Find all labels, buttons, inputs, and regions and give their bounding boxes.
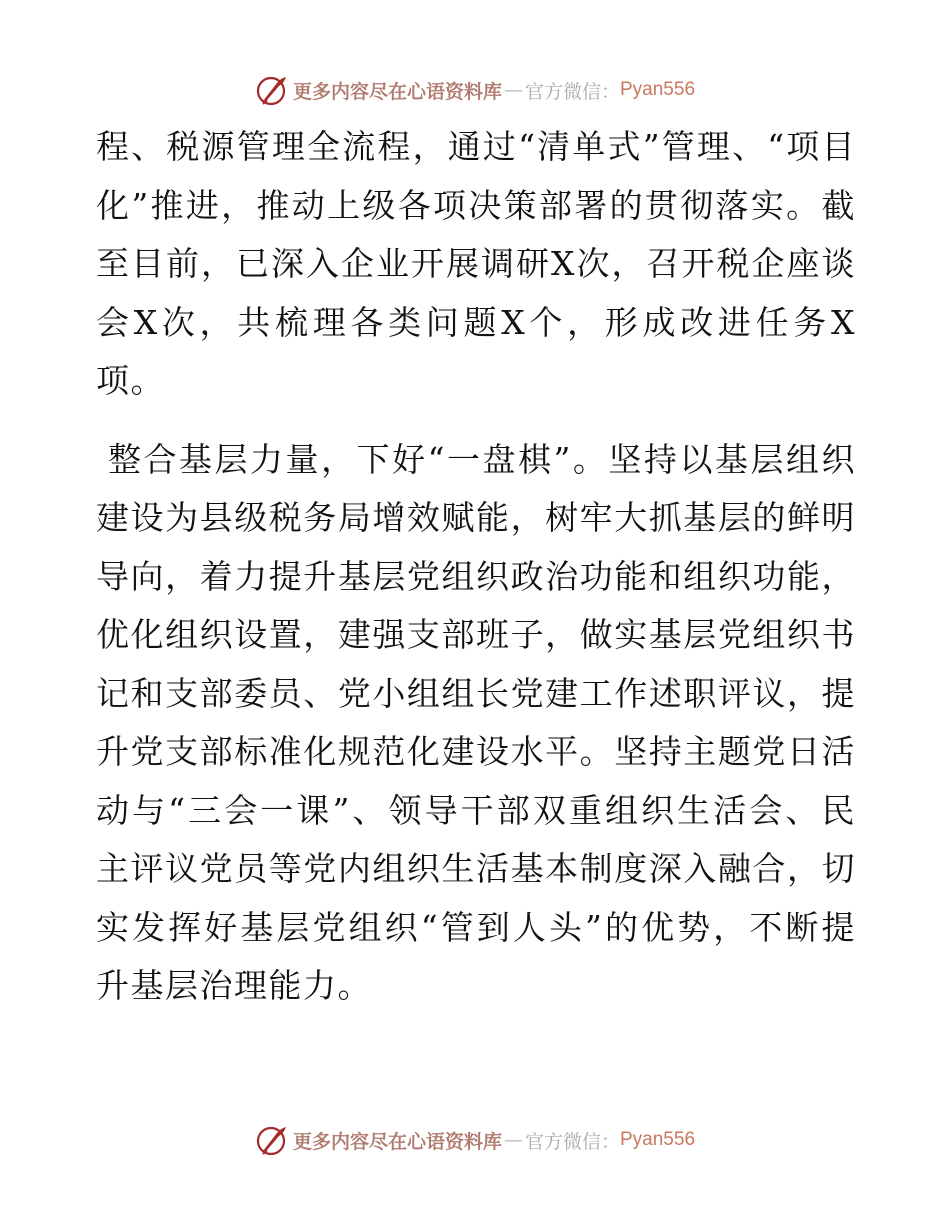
watermark-dash: — xyxy=(503,79,523,101)
watermark-wechat-label: 官方微信： xyxy=(524,80,620,103)
watermark-wechat-label: 官方微信： xyxy=(524,1130,620,1153)
header-watermark xyxy=(0,70,950,110)
watermark-wechat-id: Pyan556 xyxy=(620,79,696,100)
paragraph-1: 程、税源管理全流程，通过“清单式”管理、“项目化”推进，推动上级各项决策部署的贯彻落实。截至目前，已深入企业开展调研X次，召开税企座谈会X次，共梳理各类问题X个，形成改进任务X项。 xyxy=(96,127,856,400)
quill-logo-icon xyxy=(255,1123,289,1157)
document-body xyxy=(96,118,856,1016)
quill-logo-icon xyxy=(255,73,289,107)
footer-watermark xyxy=(0,1120,950,1160)
watermark-dash: — xyxy=(503,1129,523,1151)
watermark-brand-text: 更多内容尽在心语资料库 xyxy=(292,1130,502,1153)
watermark-wechat-id: Pyan556 xyxy=(620,1129,696,1150)
watermark-brand-text: 更多内容尽在心语资料库 xyxy=(292,80,502,103)
paragraph-2: 整合基层力量，下好“一盘棋”。坚持以基层组织建设为县级税务局增效赋能，树牢大抓基层的鲜明导向，着力提升基层党组织政治功能和组织功能，优化组织设置，建强支部班子，做实基层党组织书记和支部委员、党小组组长党建工作述职评议，提升党支部标准化规范化建设水平。坚持主题党日活动与“三会一课”、领导干部双重组织生活会、民主评议党员等党内组织生活基本制度深入融合，切实发挥好基层党组织“管到人头”的优势，不断提升基层治理能力。 xyxy=(96,439,856,1005)
